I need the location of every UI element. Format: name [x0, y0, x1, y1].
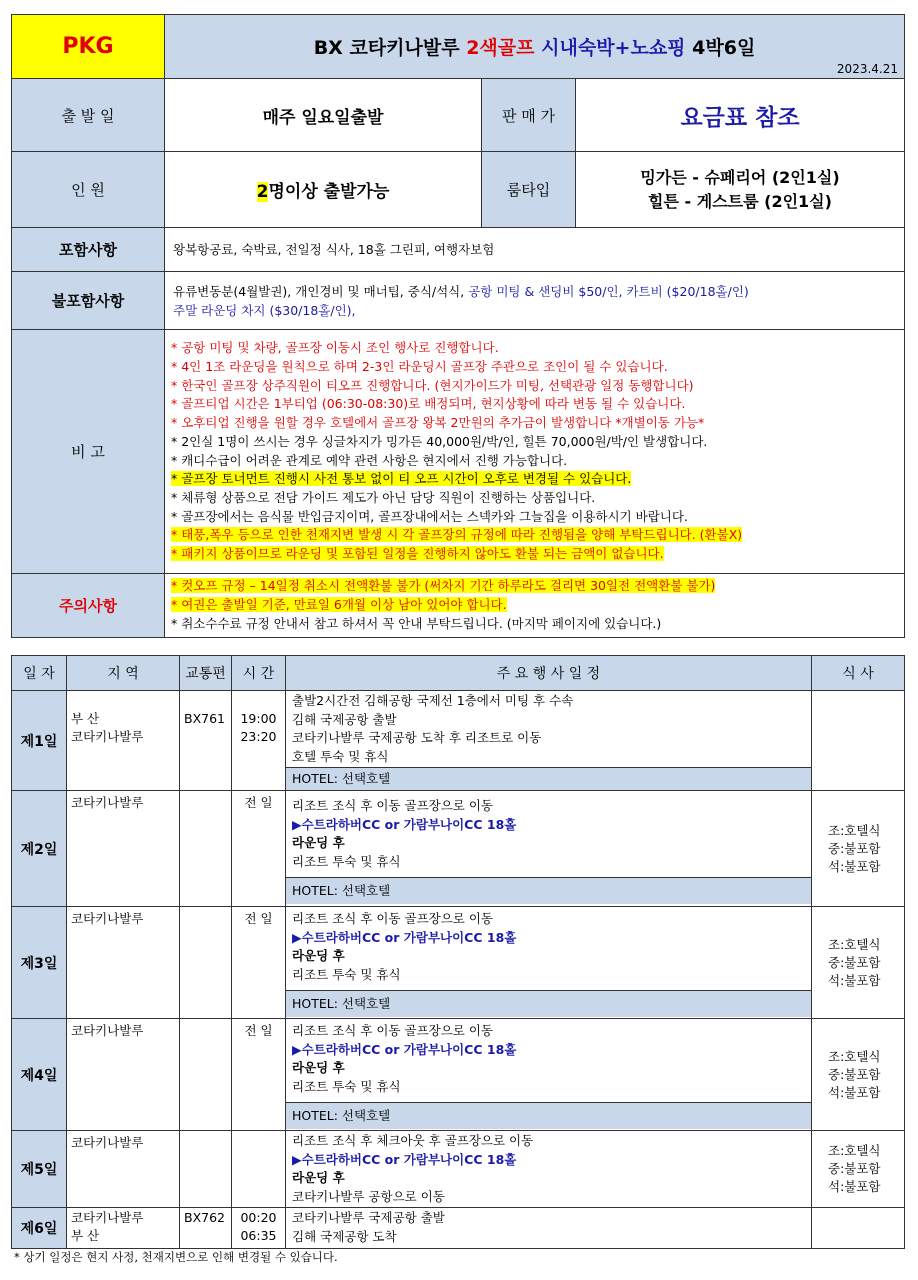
- meal-cell: [812, 1019, 905, 1131]
- schedule-cell: [286, 791, 812, 907]
- table-row: [12, 691, 905, 791]
- remark-item: * 오후티업 진행을 원할 경우 호텔에서 골프장 왕복 2만원의 추가금이 발생합니다 *개별이동 가능*: [171, 415, 705, 431]
- time-cell: [232, 1131, 286, 1208]
- golf-course-line: ▶수트라하버CC or 가람부나이CC 18홀: [292, 816, 517, 832]
- transport-cell: [180, 1019, 232, 1131]
- meal-cell: [812, 791, 905, 907]
- meal-lunch: 중:불포함: [828, 954, 881, 970]
- schedule-line: 출발2시간전 김해공항 국제선 1층에서 미팅 후 수속: [292, 693, 574, 708]
- meal-cell: [812, 691, 905, 791]
- day-label: 제6일: [12, 1208, 67, 1249]
- caution-item: [171, 596, 904, 615]
- remarks-label: 비 고: [12, 330, 165, 574]
- time-cell: [232, 1208, 286, 1249]
- transport-cell: [180, 791, 232, 907]
- hotel-line: HOTEL: 선택호텔: [286, 990, 811, 1017]
- time-line: 06:35: [240, 1228, 277, 1243]
- issue-date: 2023.4.21: [836, 62, 898, 76]
- col-time: 시 간: [232, 656, 286, 691]
- meal-cell: [812, 1208, 905, 1249]
- schedule-line: 코타키나발루 국제공항 도착 후 리조트로 이동: [292, 730, 542, 745]
- table-row: [12, 1208, 905, 1249]
- meal-lunch: 중:불포함: [828, 1161, 881, 1176]
- region-line: 코타키나발루: [71, 1210, 144, 1225]
- table-row: [12, 1131, 905, 1208]
- excluded-label: 불포함사항: [12, 272, 165, 330]
- caution-label: 주의사항: [12, 574, 165, 638]
- caution-highlight: * 컷오프 규정 – 14일정 취소시 전액환불 불가 (써차지 기간 하루라도 걸리면 30일전 전액환불 불가): [171, 578, 716, 594]
- meal-breakfast: 조:호텔식: [828, 1143, 881, 1158]
- remark-item: * 4인 1조 라운딩을 원칙으로 하며 2-3인 라운딩시 골프장 주관으로 조인이 될 수 있습니다.: [171, 358, 668, 374]
- day-label: 제2일: [12, 791, 67, 907]
- schedule-line: 리조트 투숙 및 휴식: [292, 853, 401, 869]
- schedule-line: 김해 국제공항 출발: [292, 711, 397, 727]
- remark-highlight: * 패키지 상품이므로 라운딩 및 포함된 일정을 진행하지 않아도 환불 되는 금액이 없습니다.: [171, 546, 664, 562]
- table-row: [12, 791, 905, 907]
- col-region: 지 역: [67, 656, 180, 691]
- meal-dinner: 석:불포함: [828, 1179, 881, 1194]
- price-value: 요금표 참조: [576, 79, 905, 152]
- transport-cell: [180, 1131, 232, 1208]
- hotel-line: HOTEL: 선택호텔: [286, 877, 811, 904]
- time-cell: 전 일: [232, 791, 286, 907]
- people-number: 2: [256, 182, 269, 202]
- room-value: [576, 152, 905, 228]
- schedule-cell: [286, 1131, 812, 1208]
- day-label: 제5일: [12, 1131, 67, 1208]
- excluded-blue-2: 주말 라운딩 차지 ($30/18홀/인),: [173, 302, 356, 318]
- remark-highlight: * 태풍,폭우 등으로 인한 천재지변 발생 시 각 골프장의 규정에 따라 진행됨을 양해 부탁드립니다. (환불X): [171, 527, 743, 543]
- meal-dinner: 석:불포함: [828, 1084, 881, 1100]
- remark-item: * 체류형 상품으로 전담 가이드 제도가 아닌 담당 직원이 진행하는 상품입니다.: [171, 489, 596, 505]
- flight-number: BX761: [184, 711, 225, 726]
- excluded-black: 유류변동분(4월발권), 개인경비 및 매너팁, 중식/석식,: [173, 283, 469, 299]
- hotel-line: HOTEL: 선택호텔: [286, 767, 811, 790]
- meal-cell: [812, 907, 905, 1019]
- remark-item: * 캐디수급이 어려운 관계로 예약 관련 사항은 현지에서 진행 가능합니다.: [171, 452, 568, 468]
- schedule-line: 리조트 조식 후 이동 골프장으로 이동: [292, 911, 493, 926]
- caution-highlight: * 여권은 출발일 기준, 만료일 6개월 이상 남아 있어야 합니다.: [171, 597, 507, 613]
- meal-lunch: 중:불포함: [828, 840, 881, 856]
- meal-breakfast: 조:호텔식: [828, 936, 881, 952]
- schedule-line: 호텔 투숙 및 휴식: [292, 748, 389, 764]
- schedule-line: 라운딩 후: [292, 835, 345, 850]
- pkg-cell: [12, 15, 165, 79]
- remark-item: * 한국인 골프장 상주직원이 티오프 진행합니다. (현지가이드가 미팅, 선택관광 일정 동행합니다): [171, 377, 694, 393]
- transport-cell: BX762: [180, 1208, 232, 1249]
- col-schedule: 주 요 행 사 일 정: [286, 656, 812, 691]
- schedule-line: 리조트 투숙 및 휴식: [292, 966, 401, 982]
- day-label: 제4일: [12, 1019, 67, 1131]
- meal-dinner: 석:불포함: [828, 858, 881, 874]
- caution-list: [165, 574, 905, 638]
- room-line-1: 밍가든 - 슈페리어 (2인1실): [640, 167, 840, 187]
- col-meal: 식 사: [812, 656, 905, 691]
- region-cell: [67, 1208, 180, 1249]
- hotel-line: HOTEL: 선택호텔: [286, 1102, 811, 1129]
- room-label: 룸타입: [482, 152, 576, 228]
- schedule-line: 김해 국제공항 도착: [292, 1228, 397, 1244]
- meal-breakfast: 조:호텔식: [828, 1048, 881, 1064]
- remarks-list: [165, 330, 905, 574]
- time-line: 00:20: [240, 1210, 277, 1225]
- golf-course-line: ▶수트라하버CC or 가람부나이CC 18홀: [292, 1151, 517, 1167]
- schedule-cell: [286, 691, 812, 791]
- remark-highlight: * 골프장 토너먼트 진행시 사전 통보 없이 티 오프 시간이 오후로 변경될 수 있습니다.: [171, 471, 632, 487]
- region-cell: 코타키나발루: [67, 1019, 180, 1131]
- excluded-blue-1: 공항 미팅 & 샌딩비 $50/인, 카트비 ($20/18홀/인): [468, 283, 749, 299]
- summary-table: [11, 14, 905, 638]
- remark-item: [171, 470, 904, 489]
- people-value: [165, 152, 482, 228]
- departure-value: 매주 일요일출발: [165, 79, 482, 152]
- day-label: 제3일: [12, 907, 67, 1019]
- meal-dinner: 석:불포함: [828, 972, 881, 988]
- itinerary-table: [11, 655, 905, 1249]
- product-title: [165, 15, 905, 79]
- table-row: [12, 1019, 905, 1131]
- schedule-line: 라운딩 후: [292, 948, 345, 963]
- transport-cell: [180, 907, 232, 1019]
- caution-item: * 취소수수료 규정 안내서 참고 하셔서 꼭 안내 부탁드립니다. (마지막 페이지에 있습니다.): [171, 615, 662, 631]
- title-prefix: BX 코타키나발루: [313, 37, 467, 59]
- time-line: 23:20: [240, 729, 277, 744]
- remark-item: [171, 545, 904, 564]
- region-line: 코타키나발루: [71, 729, 144, 744]
- room-line-2: 힐튼 - 게스트룸 (2인1실): [648, 191, 832, 211]
- people-label: 인 원: [12, 152, 165, 228]
- remark-item: * 공항 미팅 및 차량, 골프장 이동시 조인 행사로 진행합니다.: [171, 340, 499, 356]
- remark-item: [171, 526, 904, 545]
- departure-label: 출 발 일: [12, 79, 165, 152]
- schedule-cell: [286, 1208, 812, 1249]
- col-transport: 교통편: [180, 656, 232, 691]
- region-cell: 코타키나발루: [67, 907, 180, 1019]
- time-cell: 전 일: [232, 907, 286, 1019]
- schedule-line: 라운딩 후: [292, 1170, 345, 1185]
- golf-course-line: ▶수트라하버CC or 가람부나이CC 18홀: [292, 1041, 517, 1057]
- excluded-value: [165, 272, 905, 330]
- schedule-line: 리조트 조식 후 이동 골프장으로 이동: [292, 1023, 493, 1038]
- region-line: 부 산: [71, 1228, 100, 1243]
- region-line: 부 산: [71, 711, 100, 726]
- title-blue: 시내숙박+노쇼핑: [541, 37, 686, 59]
- day-label: 제1일: [12, 691, 67, 791]
- included-label: 포함사항: [12, 228, 165, 272]
- schedule-line: 리조트 조식 후 이동 골프장으로 이동: [292, 798, 493, 813]
- meal-breakfast: 조:호텔식: [828, 822, 881, 838]
- region-cell: 코타키나발루: [67, 1131, 180, 1208]
- meal-cell: [812, 1131, 905, 1208]
- footnote: * 상기 일정은 현지 사정, 천재지변으로 인해 변경될 수 있습니다.: [14, 1250, 338, 1264]
- title-red: 2색골프: [466, 37, 535, 59]
- time-cell: 전 일: [232, 1019, 286, 1131]
- schedule-line: 라운딩 후: [292, 1060, 345, 1075]
- region-cell: [67, 691, 180, 791]
- golf-course-line: ▶수트라하버CC or 가람부나이CC 18홀: [292, 929, 517, 945]
- table-row: [12, 907, 905, 1019]
- schedule-cell: [286, 907, 812, 1019]
- remark-item: * 골프장에서는 음식물 반입금지이며, 골프장내에서는 스넥카와 그늘집을 이용하시기 바랍니다.: [171, 508, 688, 524]
- col-day: 일 자: [12, 656, 67, 691]
- time-cell: [232, 691, 286, 791]
- schedule-line: 리조트 조식 후 체크아웃 후 골프장으로 이동: [292, 1133, 534, 1148]
- transport-cell: [180, 691, 232, 791]
- pkg-label: PKG: [62, 34, 114, 59]
- caution-item: [171, 577, 904, 596]
- time-line: 19:00: [240, 711, 277, 726]
- title-suffix: 4박6일: [685, 37, 756, 59]
- region-cell: 코타키나발루: [67, 791, 180, 907]
- schedule-line: 코타키나발루 국제공항 출발: [292, 1210, 445, 1225]
- people-text: 명이상 출발가능: [268, 182, 390, 202]
- schedule-line: 리조트 투숙 및 휴식: [292, 1078, 401, 1094]
- remark-item: * 골프티업 시간은 1부티업 (06:30-08:30)로 배정되며, 현지상황에 따라 변동 될 수 있습니다.: [171, 396, 686, 412]
- included-value: 왕복항공료, 숙박료, 전일정 식사, 18홀 그린피, 여행자보험: [165, 228, 905, 272]
- meal-lunch: 중:불포함: [828, 1066, 881, 1082]
- schedule-line: 코타키나발루 공항으로 이동: [292, 1188, 445, 1204]
- price-label: 판 매 가: [482, 79, 576, 152]
- remark-item: * 2인실 1명이 쓰시는 경우 싱글차지가 밍가든 40,000원/박/인, 힐튼 70,000원/박/인 발생합니다.: [171, 433, 708, 449]
- schedule-cell: [286, 1019, 812, 1131]
